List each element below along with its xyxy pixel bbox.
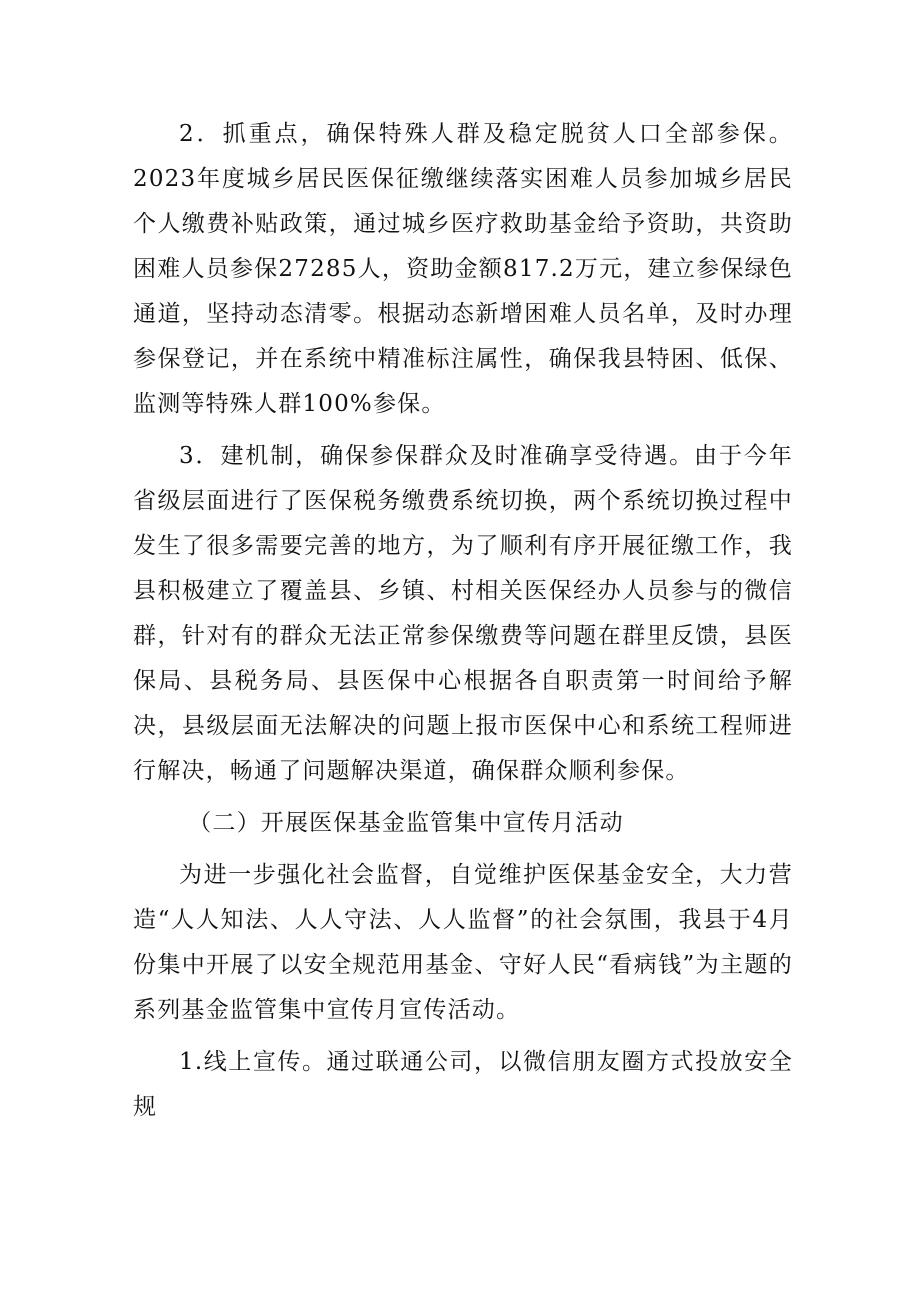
paragraph-key-groups-insurance: 2．抓重点，确保特殊人群及稳定脱贫人口全部参保。2023年度城乡居民医保征缴继续落实困难人员参加城乡居民个人缴费补贴政策，通过城乡医疗救助基金给予资助，共资助困难人员参保27285人，资助金额817.2万元，建立参保绿色通道，坚持动态清零。根据动态新增困难人员名单，及时办理参保登记，并在系统中精准标注属性，确保我县特困、低保、监测等特殊人群100%参保。: [133, 121, 793, 417]
paragraph-mechanism-benefits: 3．建机制，确保参保群众及时准确享受待遇。由于今年省级层面进行了医保税务缴费系统切换，两个系统切换过程中发生了很多需要完善的地方，为了顺利有序开展征缴工作，我县积极建立了覆盖县、乡镇、村相关医保经办人员参与的微信群，针对有的群众无法正常参保缴费等问题在群里反馈，县医保局、县税务局、县医保中心根据各自职责第一时间给予解决，县级层面无法解决的问题上报市医保中心和系统工程师进行解决，畅通了问题解决渠道，确保群众顺利参保。: [133, 443, 793, 784]
paragraph-publicity-intro: 为进一步强化社会监督，自觉维护医保基金安全，大力营造“人人知法、人人守法、人人监督”的社会氛围，我县于4月份集中开展了以安全规范用基金、守好人民“看病钱”为主题的系列基金监管集中宣传月宣传活动。: [133, 862, 793, 1023]
document-body: [133, 112, 793, 1130]
paragraph-online-publicity: 1.线上宣传。通过联通公司，以微信朋友圈方式投放安全规: [133, 1049, 793, 1120]
section-heading-publicity-month: （二）开展医保基金监管集中宣传月活动: [188, 810, 624, 836]
